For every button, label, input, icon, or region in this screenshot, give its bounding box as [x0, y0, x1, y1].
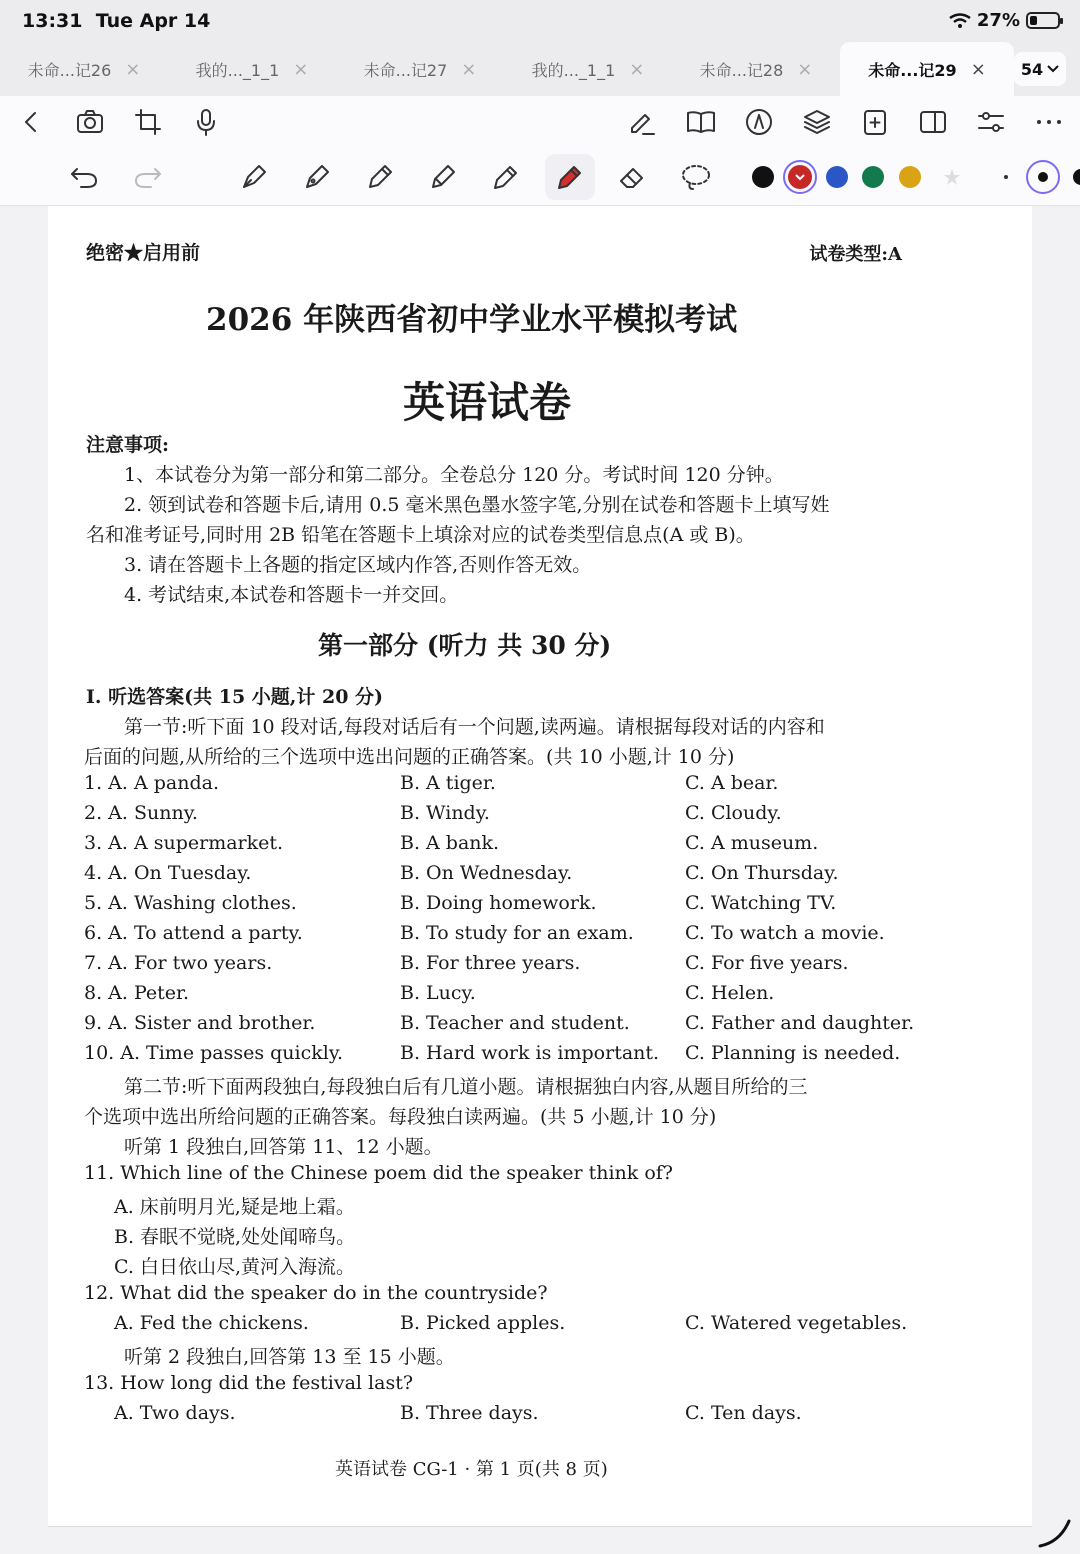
add-page-icon[interactable] — [859, 106, 891, 138]
q9-option-b: B. Teacher and student. — [400, 1012, 630, 1034]
edit-pen-icon[interactable] — [626, 106, 658, 138]
q10-option-c: C. Planning is needed. — [685, 1042, 901, 1064]
q3-option-a: 3. A. A supermarket. — [84, 832, 284, 854]
tab-label: 未命...记28 — [699, 60, 784, 80]
undo-icon[interactable] — [66, 159, 102, 195]
tab-label: 未命...记29 — [868, 60, 957, 80]
battery-percent: 27% — [976, 10, 1020, 31]
q7-option-a: 7. A. For two years. — [84, 952, 273, 974]
eraser-icon[interactable] — [614, 159, 650, 195]
stroke-size-small[interactable] — [995, 166, 1017, 188]
exam-paper — [48, 206, 1032, 1526]
tab-4[interactable] — [504, 42, 672, 96]
q5-option-b: B. Doing homework. — [400, 892, 597, 914]
status-date: Tue Apr 14 — [95, 10, 211, 32]
page-divider — [48, 1526, 1032, 1527]
q4-option-c: C. On Thursday. — [685, 862, 839, 884]
close-icon[interactable]: × — [629, 58, 645, 80]
color-green-swatch[interactable] — [862, 166, 884, 188]
tab-5[interactable] — [672, 42, 840, 96]
close-icon[interactable]: × — [970, 58, 986, 80]
top-toolbar — [0, 96, 1080, 148]
q5-option-c: C. Watching TV. — [685, 892, 837, 914]
tab-label: 我的..._1_1 — [195, 60, 280, 80]
section2-instruction-2: 个选项中选出所给问题的正确答案。每段独白读两遍。(共 5 小题,计 10 分) — [84, 1106, 717, 1128]
q6-option-b: B. To study for an exam. — [400, 922, 634, 944]
back-icon[interactable] — [16, 106, 48, 138]
tab-2[interactable] — [168, 42, 336, 96]
page-footer: 英语试卷 CG-1 · 第 1 页(共 8 页) — [335, 1459, 608, 1480]
q13-option-a: A. Two days. — [114, 1402, 236, 1424]
q11-option-b: B. 春眠不觉晓,处处闻啼鸟。 — [114, 1226, 356, 1248]
close-icon[interactable]: × — [125, 58, 141, 80]
question-12: 12. What did the speaker do in the countryside? — [84, 1282, 548, 1304]
page-count-dropdown[interactable] — [1014, 52, 1066, 86]
notice-heading: 注意事项: — [86, 434, 170, 456]
highlighter-icon-selected[interactable] — [545, 154, 595, 200]
q10-option-a: 10. A. Time passes quickly. — [84, 1042, 344, 1064]
q3-option-c: C. A museum. — [685, 832, 819, 854]
q9-option-c: C. Father and daughter. — [685, 1012, 915, 1034]
crop-icon[interactable] — [132, 106, 164, 138]
marker-icon[interactable] — [488, 159, 524, 195]
paper-type: 试卷类型:A — [809, 244, 902, 265]
question-13: 13. How long did the festival last? — [84, 1372, 414, 1394]
part1-heading: 第一部分 (听力 共 30 分) — [318, 631, 612, 660]
q1-option-b: B. A tiger. — [400, 772, 496, 794]
section1-instruction-1: 第一节:听下面 10 段对话,每段对话后有一个问题,读两遍。请根据每段对话的内容和 — [124, 716, 825, 738]
q8-option-b: B. Lucy. — [400, 982, 476, 1004]
page-count: 54 — [1020, 59, 1044, 79]
q4-option-b: B. On Wednesday. — [400, 862, 573, 884]
document-page[interactable] — [48, 206, 1032, 1526]
wifi-icon — [949, 13, 971, 29]
monologue-2-note: 听第 2 段独白,回答第 13 至 15 小题。 — [124, 1346, 455, 1368]
favorite-color-icon[interactable] — [941, 166, 963, 188]
q1-option-c: C. A bear. — [685, 772, 779, 794]
q3-option-b: B. A bank. — [400, 832, 500, 854]
subject-title: 英语试卷 — [403, 378, 572, 427]
tab-3[interactable] — [336, 42, 504, 96]
exam-title: 2026 年陕西省初中学业水平模拟考试 — [206, 302, 738, 338]
color-red-swatch-selected[interactable] — [783, 160, 817, 194]
status-time: 13:31 — [22, 10, 83, 32]
section1-heading: Ⅰ. 听选答案(共 15 小题,计 20 分) — [86, 686, 384, 708]
notice-4: 4. 考试结束,本试卷和答题卡一并交回。 — [124, 584, 459, 606]
q7-option-c: C. For five years. — [685, 952, 849, 974]
color-black-swatch[interactable] — [752, 166, 774, 188]
question-11: 11. Which line of the Chinese poem did the speaker think of? — [84, 1162, 673, 1184]
camera-icon[interactable] — [74, 106, 106, 138]
close-icon[interactable]: × — [461, 58, 477, 80]
tab-label: 未命...记27 — [363, 60, 448, 80]
redo-icon[interactable] — [130, 159, 166, 195]
q2-option-b: B. Windy. — [400, 802, 490, 824]
more-icon[interactable] — [1033, 106, 1065, 138]
stroke-size-large[interactable] — [1070, 166, 1080, 188]
q12-option-a: A. Fed the chickens. — [114, 1312, 309, 1334]
q11-option-a: A. 床前明月光,疑是地上霜。 — [114, 1196, 355, 1218]
sliders-icon[interactable] — [975, 106, 1007, 138]
q6-option-c: C. To watch a movie. — [685, 922, 885, 944]
tab-bar — [0, 42, 1080, 96]
q4-option-a: 4. A. On Tuesday. — [84, 862, 252, 884]
color-yellow-swatch[interactable] — [899, 166, 921, 188]
q2-option-c: C. Cloudy. — [685, 802, 782, 824]
section1-instruction-2: 后面的问题,从所给的三个选项中选出问题的正确答案。(共 10 小题,计 10 分) — [84, 746, 735, 768]
close-icon[interactable]: × — [797, 58, 813, 80]
q12-option-c: C. Watered vegetables. — [685, 1312, 908, 1334]
book-icon[interactable] — [685, 106, 717, 138]
status-right — [949, 10, 1060, 31]
tab-6-active[interactable] — [840, 42, 1014, 96]
pencil-circle-icon[interactable] — [743, 106, 775, 138]
layers-icon[interactable] — [801, 106, 833, 138]
scribble-mark — [1038, 1518, 1072, 1548]
status-bar — [0, 0, 1080, 42]
fountain-pen-icon[interactable] — [236, 159, 272, 195]
tab-label: 我的..._1_1 — [531, 60, 616, 80]
pencil-icon[interactable] — [362, 159, 398, 195]
notice-1: 1、本试卷分为第一部分和第二部分。全卷总分 120 分。考试时间 120 分钟。 — [124, 464, 784, 486]
q13-option-b: B. Three days. — [400, 1402, 539, 1424]
section2-instruction-1: 第二节:听下面两段独白,每段独白后有几道小题。请根据独白内容,从题目所给的三 — [124, 1076, 808, 1098]
q2-option-a: 2. A. Sunny. — [84, 802, 198, 824]
q11-option-c: C. 白日依山尽,黄河入海流。 — [114, 1256, 355, 1278]
q10-option-b: B. Hard work is important. — [400, 1042, 660, 1064]
brush-pen-icon[interactable] — [425, 159, 461, 195]
tab-1[interactable] — [0, 42, 168, 96]
chevron-down-icon — [1047, 65, 1059, 73]
q6-option-a: 6. A. To attend a party. — [84, 922, 303, 944]
color-blue-swatch[interactable] — [826, 166, 848, 188]
stroke-size-medium-selected[interactable] — [1026, 160, 1060, 194]
q12-option-b: B. Picked apples. — [400, 1312, 566, 1334]
microphone-icon[interactable] — [190, 106, 222, 138]
battery-icon — [1026, 12, 1060, 29]
sidebar-icon[interactable] — [917, 106, 949, 138]
q9-option-a: 9. A. Sister and brother. — [84, 1012, 316, 1034]
secret-label: 绝密★启用前 — [86, 242, 201, 264]
q1-option-a: 1. A. A panda. — [84, 772, 219, 794]
q13-option-c: C. Ten days. — [685, 1402, 802, 1424]
monologue-1-note: 听第 1 段独白,回答第 11、12 小题。 — [124, 1136, 443, 1158]
q8-option-a: 8. A. Peter. — [84, 982, 190, 1004]
q5-option-a: 5. A. Washing clothes. — [84, 892, 297, 914]
lasso-icon[interactable] — [678, 159, 714, 195]
notice-3: 3. 请在答题卡上各题的指定区域内作答,否则作答无效。 — [124, 554, 592, 576]
close-icon[interactable]: × — [293, 58, 309, 80]
notice-2-cont: 名和准考证号,同时用 2B 铅笔在答题卡上填涂对应的试卷类型信息点(A 或 B)。 — [86, 524, 755, 546]
q8-option-c: C. Helen. — [685, 982, 775, 1004]
q7-option-b: B. For three years. — [400, 952, 581, 974]
ballpoint-pen-icon[interactable] — [299, 159, 335, 195]
status-time-date — [22, 10, 210, 32]
tab-label: 未命...记26 — [27, 60, 112, 80]
notice-2: 2. 领到试卷和答题卡后,请用 0.5 毫米黑色墨水签字笔,分别在试卷和答题卡上填写姓 — [124, 494, 830, 516]
